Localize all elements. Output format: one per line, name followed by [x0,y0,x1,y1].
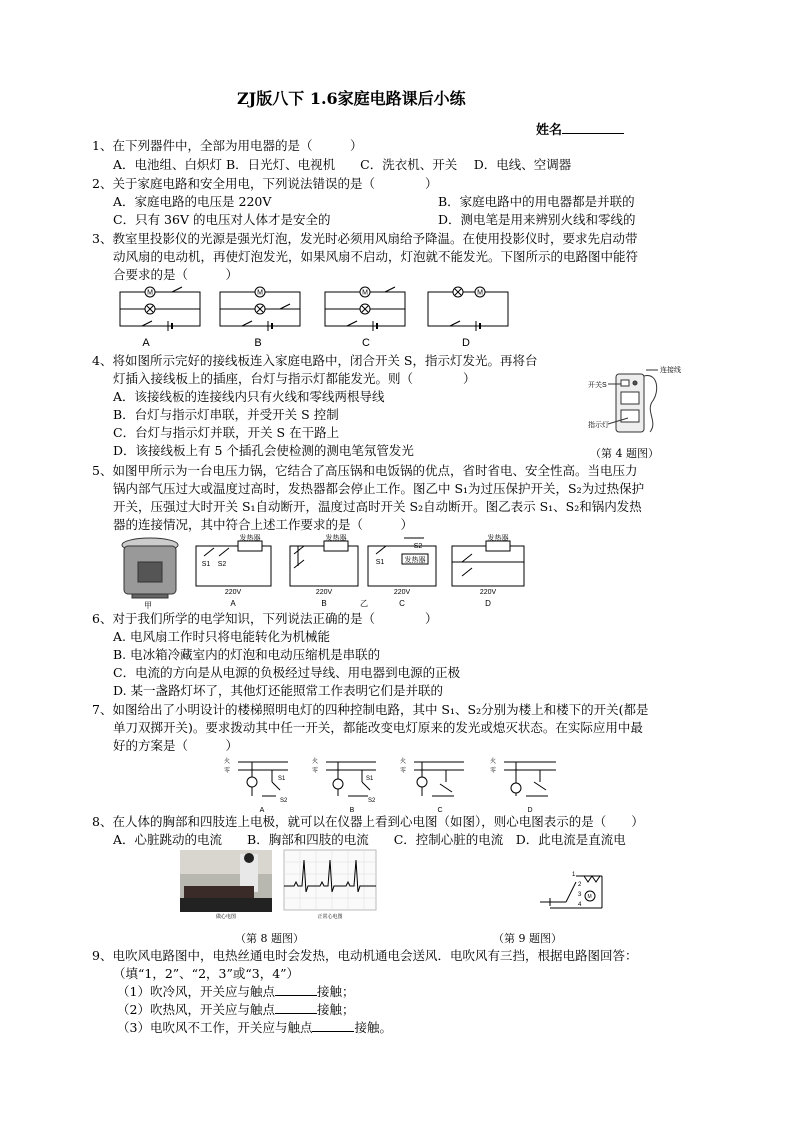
q3-line3: 合要求的是（ ） [113,267,239,282]
q5-s2-c: S2 [413,543,423,550]
q7-zero-a: 零 [224,768,231,774]
q2-option-a: A．家庭电路的电压是 220V [113,194,272,209]
q9-line2: （填“1，2”、“2，3”或“3，4”） [113,966,300,981]
q4-line1: 4、将如图所示完好的接线板连入家庭电路中，闭合开关 S，指示灯发光。再将台 [92,353,538,368]
q7-zero-d: 零 [490,768,497,774]
q9-sub3-blank[interactable] [312,1020,354,1032]
q7-fire-a: 火 [224,759,231,765]
q5-heater-d: 发热器 [487,535,509,542]
q3-label-d: D [462,337,470,349]
q5-heater-a: 发热器 [239,535,261,542]
q4-option-a: A．该接线板的连接线内只有火线和零线两根导线 [113,389,385,404]
q3-label-c: C [362,337,370,349]
q7-s2-b: S2 [368,798,376,804]
q6-option-a: A. 电风扇工作时只将电能转化为机械能 [113,629,330,644]
q9-contact-3: 3 [578,892,582,898]
q9-hairdryer-circuit [536,868,612,918]
q8-photo-caption: 做心电图 [215,914,237,920]
q7-zero-c: 零 [400,768,407,774]
q5-label-b: B [321,599,327,608]
q5-label-jia: 甲 [144,601,152,610]
q9-contact-1: 1 [572,872,576,878]
q1-options: A．电池组、白炽灯 B．日光灯、电视机 C．洗衣机、开关 D．电线、空调器 [113,157,572,172]
q5-heater-b: 发热器 [325,535,347,542]
q6-option-b: B. 电冰箱冷藏室内的灯泡和电动压缩机是串联的 [113,647,381,662]
q4-line2: 灯插入接线板上的插座，台灯与指示灯都能发光。则（ ） [113,371,476,386]
q5-s1-c: S1 [375,559,385,566]
q9-sub2 [117,1001,354,1019]
q9-sub3-suffix: 接触。 [354,1020,392,1035]
q8-caption: （第 8 题图） [235,932,304,945]
q7-label-d: D [527,807,533,814]
q4-caption: （第 4 题图） [590,447,659,460]
q7-s1-b: S1 [366,776,374,782]
q5-line3: 开关，压强过大时开关 S₁自动断开，温度过高时开关 S₂自动断开。图乙表示 S₁、S₂和锅内发热 [113,499,642,514]
q9-line1: 9、电吹风电路图中，电热丝通电时会发热，电动机通电会送风．电吹风有三挡，根据电路图回答： [92,948,638,963]
q4-option-b: B．台灯与指示灯串联，并受开关 S 控制 [113,407,339,422]
q9-sub2-prefix: （2）吹热风，开关应与触点 [117,1002,275,1017]
q7-zero-b: 零 [312,768,319,774]
q3-circuit-figures [110,284,530,350]
name-label: 姓名 [536,123,563,138]
q9-sub3-prefix: （3）电吹风不工作，开关应与触点 [117,1020,313,1035]
q4-option-d: D．该接线板上有 5 个插孔会使检测的测电笔氖管发光 [113,443,414,458]
q6-option-c: C．电流的方向是从电源的负极经过导线、用电器到电源的正极 [113,665,461,680]
q8-line1: 8、在人体的胸部和四肢连上电极，就可以在仪器上看到心电图（如图），则心电图表示的是（ ） [92,814,644,829]
q3-motor-d: M [477,289,483,297]
q6-option-d: D. 某一盏路灯坏了，其他灯还能照常工作表明它们是并联的 [113,683,444,698]
q5-s2-a: S2 [217,561,227,568]
q4-option-c: C．台灯与指示灯并联，开关 S 在干路上 [113,425,340,440]
q7-s2-a: S2 [280,798,288,804]
q4-label-lamp: 指示灯 [588,422,609,429]
q9-sub3 [117,1019,392,1037]
q9-sub2-suffix: 接触； [316,1002,355,1017]
q7-fire-c: 火 [400,759,407,765]
q9-sub1-prefix: （1）吹冷风，开关应与触点 [117,984,275,999]
q3-label-a: A [142,337,150,349]
q7-figures [222,752,582,814]
q4-power-strip-figure [588,362,698,442]
q9-contact-2: 2 [578,882,582,888]
q8-figures [180,850,380,918]
q5-voltage-d: 220V [479,589,497,596]
q9-contact-4: 4 [578,902,582,908]
q4-label-switch: 开关S [588,382,607,389]
q3-circuit-a [120,287,200,331]
q3-label-b: B [254,337,262,349]
q9-caption: （第 9 题图） [493,932,562,945]
q5-label-yi: 乙 [360,599,368,608]
q5-line1: 5、如图甲所示为一台电压力锅，它结合了高压锅和电饭锅的优点，省时省电、安全性高。当电压力 [92,463,638,478]
q8-ecg-photo [180,850,272,912]
q2-option-b: B．家庭电路中的用电器都是并联的 [438,194,635,209]
name-field[interactable] [536,119,624,138]
q9-sub1 [117,983,354,1001]
q9-motor: M [587,894,592,900]
q7-s1-a: S1 [278,776,286,782]
q7-label-b: B [349,807,355,814]
q5-line2: 锅内部气压过大或温度过高时，发热器都会停止工作。图乙中 S₁为过压保护开关，S₂为过热保护 [113,481,645,496]
q7-line3: 好的方案是（ ） [113,738,239,753]
q5-label-a: A [230,599,236,608]
q1-stem: 1、在下列器件中，全部为用电器的是（ ） [92,138,363,153]
q5-voltage-b: 220V [315,589,333,596]
q9-sub1-suffix: 接触； [316,984,355,999]
page-title: ZJ版八下 1.6家庭电路课后小练 [237,89,466,108]
q5-line4: 器的连接情况，其中符合上述工作要求的是（ ） [113,517,414,532]
q7-label-c: C [437,807,443,814]
q7-line2: 单刀双掷开关)。要求拨动其中任一开关，都能改变电灯原来的发光或熄灭状态。在实际应用中最 [113,720,643,735]
q7-label-a: A [259,807,265,814]
q2-option-c: C．只有 36V 的电压对人体才是安全的 [113,212,331,227]
q9-sub2-blank[interactable] [275,1002,317,1014]
q7-fire-b: 火 [312,759,319,765]
q3-motor-b: M [257,289,263,297]
q5-voltage-a: 220V [224,589,242,596]
q9-sub1-blank[interactable] [275,984,317,996]
q5-label-d: D [485,599,491,608]
q5-voltage-c: 220V [393,589,411,596]
q3-line1: 3、教室里投影仪的光源是强光灯泡，发光时必须用风扇给予降温。在使用投影仪时，要求先启动带 [92,231,638,246]
q5-s1-a: S1 [201,561,211,568]
q2-stem: 2、关于家庭电路和安全用电，下列说法错误的是（ ） [92,176,438,191]
q8-ecg-chart [284,850,376,910]
q5-heater-c: 发热器 [404,557,426,564]
q8-options: A．心脏跳动的电流 B．胸部和四肢的电流 C．控制心脏的电流 D．此电流是直流电 [113,832,626,847]
q5-figures [118,532,538,610]
q5-pressure-cooker [122,538,178,598]
q2-option-d: D．测电笔是用来辨别火线和零线的 [438,212,636,227]
q3-motor-a: M [147,289,153,297]
q5-label-c: C [399,599,405,608]
q7-fire-d: 火 [490,759,497,765]
q3-motor-c: M [362,289,368,297]
q6-stem: 6、对于我们所学的电学知识，下列说法正确的是（ ） [92,611,438,626]
q8-ecg-caption: 正常心电图 [317,914,343,920]
q4-label-cable: 连接线 [660,367,681,374]
q7-line1: 7、如图给出了小明设计的楼梯照明电灯的四种控制电路，其中 S₁、S₂分别为楼上和楼下的开关(都是 [92,702,649,717]
name-blank[interactable] [562,121,624,134]
q3-line2: 动风扇的电动机，再使灯泡发光，如果风扇不启动，灯泡就不能发光。下图所示的电路图中能符 [113,249,639,264]
q3-circuit-d [428,287,508,331]
